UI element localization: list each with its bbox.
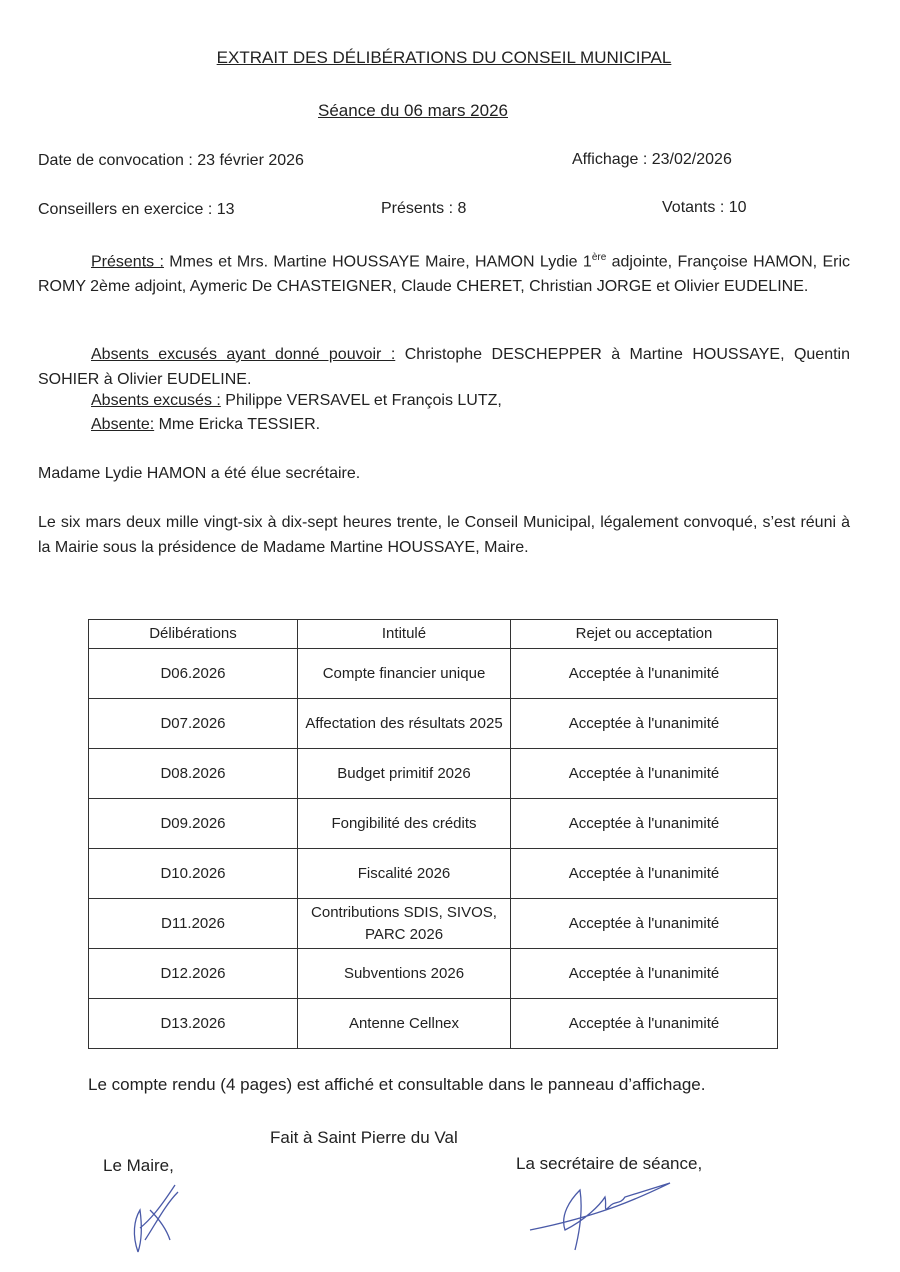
- deliberation-number: D09.2026: [89, 799, 298, 849]
- maire-label: Le Maire,: [103, 1156, 174, 1175]
- table-header-row: [89, 620, 778, 649]
- deliberation-title: Fiscalité 2026: [298, 849, 511, 899]
- deliberation-number: D10.2026: [89, 849, 298, 899]
- presents-count: Présents : 8: [381, 200, 467, 217]
- deliberation-result: Acceptée à l'unanimité: [511, 749, 778, 799]
- absente-line: [91, 416, 320, 434]
- absente-text: Mme Ericka TESSIER.: [154, 416, 321, 433]
- deliberation-number: D12.2026: [89, 949, 298, 999]
- excuses-label: Absents excusés :: [91, 392, 221, 409]
- compte-rendu-note: Le compte rendu (4 pages) est affiché et consultable dans le panneau d’affichage.: [88, 1075, 706, 1094]
- pouvoir-paragraph: [38, 342, 850, 392]
- deliberation-title: Compte financier unique: [298, 649, 511, 699]
- deliberation-title: Contributions SDIS, SIVOS, PARC 2026: [298, 899, 511, 949]
- column-header: Rejet ou acceptation: [511, 620, 778, 649]
- table-row: [89, 699, 778, 749]
- table-row: [89, 999, 778, 1049]
- table-row: [89, 799, 778, 849]
- pouvoir-text: Christophe DESCHEPPER à Martine HOUSSAYE, Quentin SOHIER à Olivier EUDELINE.: [38, 346, 850, 388]
- maire-signature: [120, 1180, 190, 1260]
- presents-label: Présents :: [91, 253, 164, 271]
- absente-label: Absente:: [91, 416, 155, 433]
- secretaire-line: Madame Lydie HAMON a été élue secrétaire.: [38, 465, 361, 482]
- superscript: ère: [591, 252, 607, 263]
- deliberation-title: Antenne Cellnex: [298, 999, 511, 1049]
- deliberation-result: Acceptée à l'unanimité: [511, 949, 778, 999]
- deliberation-result: Acceptée à l'unanimité: [511, 999, 778, 1049]
- conseillers-count: Conseillers en exercice : 13: [38, 201, 235, 218]
- table-row: [89, 949, 778, 999]
- table-row: [89, 849, 778, 899]
- table-row: [89, 899, 778, 949]
- deliberation-number: D07.2026: [89, 699, 298, 749]
- document-title: EXTRAIT DES DÉLIBÉRATIONS DU CONSEIL MUNICIPAL: [216, 48, 672, 67]
- table-row: [89, 749, 778, 799]
- convocation-date: Date de convocation : 23 février 2026: [38, 152, 304, 169]
- column-header: Intitulé: [298, 620, 511, 649]
- deliberation-number: D13.2026: [89, 999, 298, 1049]
- presents-paragraph: [38, 245, 850, 299]
- affichage-date: Affichage : 23/02/2026: [572, 151, 732, 168]
- seance-date: Séance du 06 mars 2026: [318, 101, 508, 120]
- deliberations-table: [88, 619, 778, 1049]
- deliberation-title: Fongibilité des crédits: [298, 799, 511, 849]
- deliberation-result: Acceptée à l'unanimité: [511, 799, 778, 849]
- reunion-paragraph: Le six mars deux mille vingt-six à dix-sept heures trente, le Conseil Municipal, légalement convoqué, s’est réuni à la Mairie sous la présidence de Madame Martine HOUSSAYE, Maire.: [38, 514, 850, 556]
- deliberation-number: D08.2026: [89, 749, 298, 799]
- table-row: [89, 649, 778, 699]
- deliberation-title: Subventions 2026: [298, 949, 511, 999]
- column-header: Délibérations: [89, 620, 298, 649]
- votants-count: Votants : 10: [662, 199, 747, 216]
- presents-text-2: adjointe, Françoise HAMON, Eric ROMY 2ème adjoint, Aymeric De CHASTEIGNER, Claude CHERET, Christian JORGE et Olivier EUDELINE.: [38, 253, 851, 296]
- deliberation-number: D11.2026: [89, 899, 298, 949]
- deliberation-title: Affectation des résultats 2025: [298, 699, 511, 749]
- excuses-text: Philippe VERSAVEL et François LUTZ,: [220, 392, 502, 409]
- deliberation-result: Acceptée à l'unanimité: [511, 699, 778, 749]
- presents-text: Mmes et Mrs. Martine HOUSSAYE Maire, HAMON Lydie 1: [163, 253, 592, 271]
- deliberation-result: Acceptée à l'unanimité: [511, 649, 778, 699]
- pouvoir-label: Absents excusés ayant donné pouvoir :: [91, 346, 396, 363]
- secretaire-label: La secrétaire de séance,: [516, 1154, 703, 1173]
- deliberation-number: D06.2026: [89, 649, 298, 699]
- fait-a: Fait à Saint Pierre du Val: [270, 1128, 458, 1147]
- deliberation-title: Budget primitif 2026: [298, 749, 511, 799]
- excuses-line: [91, 392, 502, 410]
- secretaire-signature: [525, 1175, 685, 1255]
- deliberation-result: Acceptée à l'unanimité: [511, 899, 778, 949]
- deliberation-result: Acceptée à l'unanimité: [511, 849, 778, 899]
